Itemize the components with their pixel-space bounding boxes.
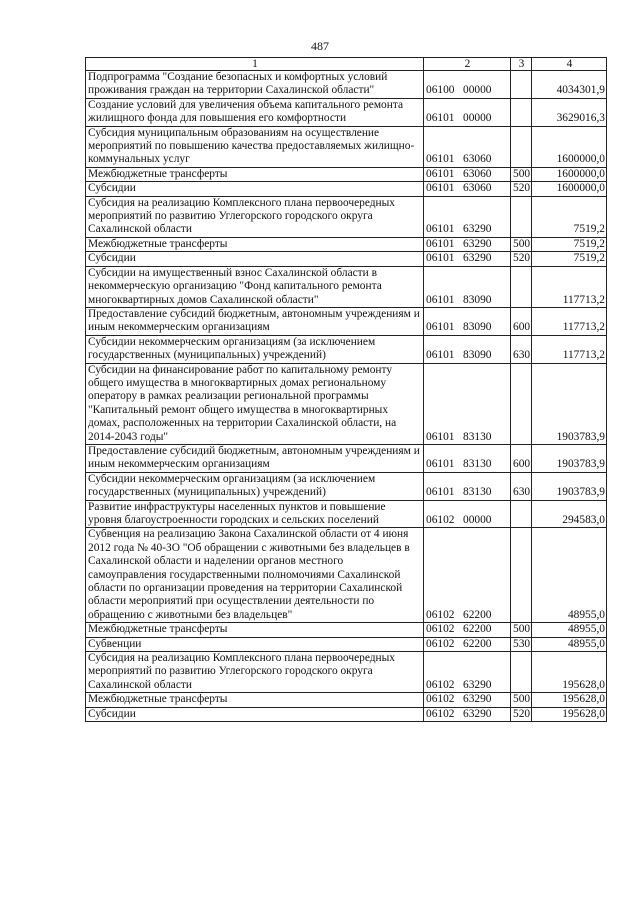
row-name: Подпрограмма "Создание безопасных и комфортных условий проживания граждан на территории Сахалинской области": [86, 71, 424, 99]
row-expense-type: 520: [511, 707, 532, 721]
row-code-program: 06102: [426, 678, 455, 691]
row-name: Субвенция на реализацию Закона Сахалинской области от 4 июня 2012 года № 40-ЗО "Об обращении с животными без владельцев в Сахалинской области и наделении органов местного самоуправления государственными полномочиями Сахалинской области по организации проведения на территории Сахалинской области мероприятий при осуществлении деятельности по обращению с животными без владельцев": [86, 528, 424, 623]
row-name: Межбюджетные трансферты: [86, 693, 424, 707]
row-code: [424, 363, 511, 444]
row-code: [424, 528, 511, 623]
row-code-direction: 62200: [463, 637, 492, 650]
row-amount: 117713,2: [532, 307, 607, 335]
row-expense-type: 520: [511, 252, 532, 266]
row-code: [424, 252, 511, 266]
table-body: [86, 71, 607, 722]
table-row: [86, 98, 607, 126]
row-code-direction: 00000: [463, 84, 492, 97]
table-row: [86, 652, 607, 693]
row-expense-type: 500: [511, 167, 532, 181]
header-col-3: 3: [511, 58, 532, 71]
row-code-program: 06101: [426, 430, 455, 443]
row-name: Межбюджетные трансферты: [86, 237, 424, 251]
table-row: [86, 252, 607, 266]
row-amount: 117713,2: [532, 335, 607, 363]
row-code: [424, 472, 511, 500]
table-row: [86, 167, 607, 181]
row-amount: 1600000,0: [532, 167, 607, 181]
table-row: [86, 528, 607, 623]
row-expense-type: [511, 500, 532, 528]
row-code-direction: 63290: [463, 678, 492, 691]
row-code-direction: 63290: [463, 252, 492, 265]
row-amount: 3629016,3: [532, 98, 607, 126]
row-expense-type: 500: [511, 693, 532, 707]
table-row: [86, 266, 607, 307]
row-amount: 195628,0: [532, 652, 607, 693]
row-name: Субсидия муниципальным образованиям на осуществление мероприятий по повышению качества предоставляемых жилищно-коммунальных услуг: [86, 126, 424, 167]
row-expense-type: [511, 652, 532, 693]
row-code-program: 06102: [426, 514, 455, 526]
row-code-program: 06102: [426, 707, 455, 720]
row-amount: 1903783,9: [532, 363, 607, 444]
row-amount: 1600000,0: [532, 182, 607, 196]
row-code-direction: 83090: [463, 293, 492, 306]
row-code-program: 06102: [426, 623, 455, 636]
row-expense-type: [511, 528, 532, 623]
row-code-direction: 63060: [463, 182, 492, 195]
header-col-2: 2: [424, 58, 511, 71]
row-code: [424, 307, 511, 335]
table-row: [86, 623, 607, 637]
row-expense-type: [511, 98, 532, 126]
row-name: Субсидия на реализацию Комплексного плана первоочередных мероприятий по развитию Углегорского городского округа Сахалинской области: [86, 652, 424, 693]
table-row: [86, 444, 607, 472]
page-number: 487: [311, 39, 329, 53]
row-amount: 1903783,9: [532, 472, 607, 500]
table-row: [86, 693, 607, 707]
row-code: [424, 167, 511, 181]
header-col-1: 1: [86, 58, 424, 71]
row-amount: 294583,0: [532, 500, 607, 528]
row-name: Субвенции: [86, 637, 424, 651]
row-code-program: 06101: [426, 167, 455, 180]
row-name: Развитие инфраструктуры населенных пунктов и повышение уровня благоустроенности городских и сельских поселений: [86, 500, 424, 528]
row-code-program: 06102: [426, 693, 455, 706]
row-expense-type: 530: [511, 637, 532, 651]
row-code: [424, 693, 511, 707]
row-name: Субсидии: [86, 252, 424, 266]
table-row: [86, 126, 607, 167]
row-code-direction: 83090: [463, 321, 492, 334]
row-code: [424, 266, 511, 307]
row-amount: 7519,2: [532, 196, 607, 237]
row-amount: 48955,0: [532, 637, 607, 651]
row-name: Предоставление субсидий бюджетным, автономным учреждениям и иным некоммерческим организациям: [86, 307, 424, 335]
row-code: [424, 98, 511, 126]
row-code-direction: 63290: [463, 693, 492, 706]
row-code-direction: 00000: [463, 112, 492, 125]
table-row: [86, 707, 607, 721]
row-code: [424, 237, 511, 251]
row-amount: 48955,0: [532, 528, 607, 623]
row-code-program: 06101: [426, 153, 455, 166]
row-code-direction: 63290: [463, 237, 492, 250]
table-row: [86, 637, 607, 651]
row-amount: 7519,2: [532, 252, 607, 266]
row-name: Субсидии на имущественный взнос Сахалинской области в некоммерческую организацию "Фонд капитального ремонта многоквартирных домов Сахалинской области": [86, 266, 424, 307]
row-name: Субсидии: [86, 707, 424, 721]
row-code-program: 06101: [426, 293, 455, 306]
row-amount: 117713,2: [532, 266, 607, 307]
row-expense-type: [511, 71, 532, 99]
row-expense-type: [511, 196, 532, 237]
row-code-direction: 00000: [463, 514, 492, 526]
row-name: Субсидии: [86, 182, 424, 196]
row-code: [424, 444, 511, 472]
row-name: Межбюджетные трансферты: [86, 623, 424, 637]
row-amount: 1903783,9: [532, 444, 607, 472]
row-code: [424, 126, 511, 167]
table-row: [86, 472, 607, 500]
row-code-program: 06101: [426, 349, 455, 362]
row-code: [424, 623, 511, 637]
row-name: Межбюджетные трансферты: [86, 167, 424, 181]
row-expense-type: [511, 126, 532, 167]
table-row: [86, 237, 607, 251]
row-code-direction: 63060: [463, 167, 492, 180]
row-code: [424, 182, 511, 196]
row-code-program: 06101: [426, 486, 455, 499]
table-row: [86, 182, 607, 196]
row-name: Субсидии некоммерческим организациям (за исключением государственных (муниципальных) учреждений): [86, 335, 424, 363]
row-code: [424, 196, 511, 237]
row-code-direction: 83130: [463, 458, 492, 471]
row-amount: 48955,0: [532, 623, 607, 637]
row-code: [424, 335, 511, 363]
row-code-direction: 83090: [463, 349, 492, 362]
row-name: Субсидия на реализацию Комплексного плана первоочередных мероприятий по развитию Углегорского городского округа Сахалинской области: [86, 196, 424, 237]
row-code-direction: 63290: [463, 223, 492, 236]
row-code-program: 06101: [426, 321, 455, 334]
row-code-direction: 63060: [463, 153, 492, 166]
table-row: [86, 307, 607, 335]
row-expense-type: 600: [511, 307, 532, 335]
row-code-program: 06101: [426, 223, 455, 236]
row-expense-type: 630: [511, 472, 532, 500]
row-name: Субсидии на финансирование работ по капитальному ремонту общего имущества в многоквартирных домах региональному оператору в рамках реализации региональной программы "Капитальный ремонт общего имущества в многоквартирных домах, расположенных на территории Сахалинской области, на 2014-2043 годы": [86, 363, 424, 444]
row-expense-type: 600: [511, 444, 532, 472]
budget-table: [85, 57, 607, 722]
row-code: [424, 500, 511, 528]
row-amount: 7519,2: [532, 237, 607, 251]
row-code-direction: 83130: [463, 430, 492, 443]
header-row: [86, 58, 607, 71]
row-amount: 195628,0: [532, 707, 607, 721]
row-expense-type: 520: [511, 182, 532, 196]
row-name: Предоставление субсидий бюджетным, автономным учреждениям и иным некоммерческим организациям: [86, 444, 424, 472]
row-amount: 195628,0: [532, 693, 607, 707]
table-row: [86, 500, 607, 528]
row-code-program: 06102: [426, 608, 455, 621]
row-code-direction: 83130: [463, 486, 492, 499]
row-code-program: 06100: [426, 84, 455, 97]
row-code-program: 06101: [426, 237, 455, 250]
table-row: [86, 71, 607, 99]
row-expense-type: [511, 363, 532, 444]
row-amount: 4034301,9: [532, 71, 607, 99]
row-code-program: 06101: [426, 112, 455, 125]
row-code-direction: 62200: [463, 623, 492, 636]
row-code: [424, 707, 511, 721]
row-code-direction: 63290: [463, 707, 492, 720]
row-name: Субсидии некоммерческим организациям (за исключением государственных (муниципальных) учреждений): [86, 472, 424, 500]
row-code-direction: 62200: [463, 608, 492, 621]
row-code: [424, 637, 511, 651]
table-row: [86, 363, 607, 444]
row-code-program: 06101: [426, 252, 455, 265]
row-code: [424, 71, 511, 99]
row-expense-type: 500: [511, 237, 532, 251]
row-code: [424, 652, 511, 693]
row-expense-type: 500: [511, 623, 532, 637]
row-code-program: 06101: [426, 458, 455, 471]
row-code-program: 06101: [426, 182, 455, 195]
table-row: [86, 335, 607, 363]
table-row: [86, 196, 607, 237]
row-amount: 1600000,0: [532, 126, 607, 167]
header-col-4: 4: [532, 58, 607, 71]
row-name: Создание условий для увеличения объема капитального ремонта жилищного фонда для повышения его комфортности: [86, 98, 424, 126]
row-code-program: 06102: [426, 637, 455, 650]
row-expense-type: [511, 266, 532, 307]
row-expense-type: 630: [511, 335, 532, 363]
